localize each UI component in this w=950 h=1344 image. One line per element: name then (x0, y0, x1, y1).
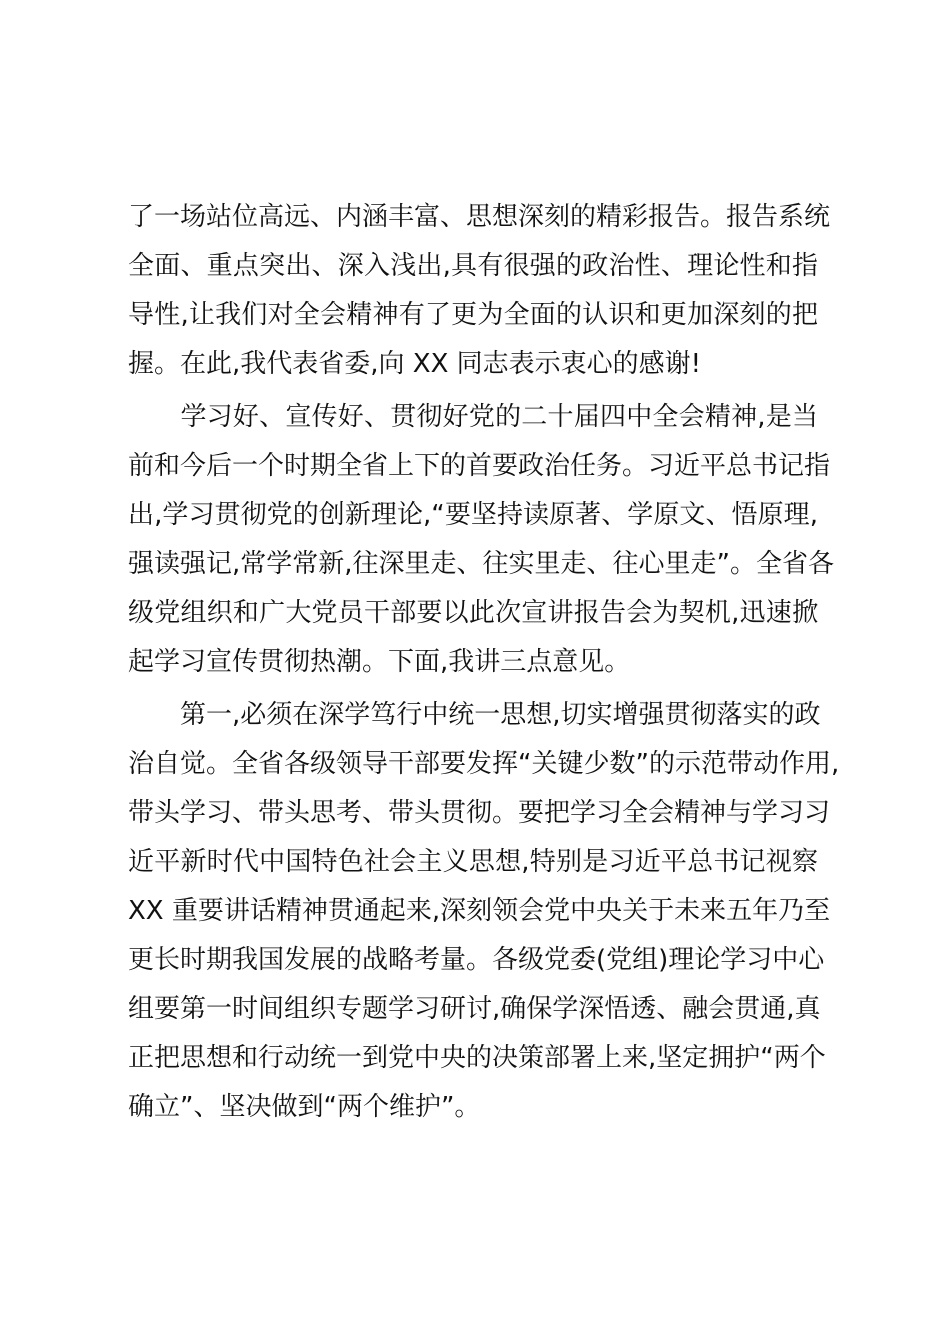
text-line: 了一场站位高远、内涵丰富、思想深刻的精彩报告。报告系统 (128, 202, 831, 232)
text-line: 第一,必须在深学笃行中统一思想,切实增强贯彻落实的政 (128, 700, 821, 730)
text-line: XX 重要讲话精神贯通起来,深刻领会党中央关于未来五年乃至 (128, 896, 831, 926)
paragraph-3 (128, 691, 840, 1132)
text-line: 前和今后一个时期全省上下的首要政治任务。习近平总书记指 (128, 451, 831, 481)
text-line: 起学习宣传贯彻热潮。下面,我讲三点意见。 (128, 647, 631, 677)
text-line: 确立”、坚决做到“两个维护”。 (128, 1092, 481, 1122)
text-line: 级党组织和广大党员干部要以此次宣讲报告会为契机,迅速掀 (128, 598, 818, 628)
text-line: 近平新时代中国特色社会主义思想,特别是习近平总书记视察 (128, 847, 818, 877)
text-line: 全面、重点突出、深入浅出,具有很强的政治性、理论性和指 (128, 251, 818, 281)
text-line: 带头学习、带头思考、带头贯彻。要把学习全会精神与学习习 (128, 798, 831, 828)
text-line: 出,学习贯彻党的创新理论,“要坚持读原著、学原文、悟原理, (128, 500, 818, 530)
text-line: 治自觉。全省各级领导干部要发挥“关键少数”的示范带动作用, (128, 749, 840, 779)
paragraph-1 (128, 193, 831, 389)
text-line: 导性,让我们对全会精神有了更为全面的认识和更加深刻的把 (128, 300, 818, 330)
text-line: 组要第一时间组织专题学习研讨,确保学深悟透、融会贯通,真 (128, 994, 821, 1024)
text-line: 更长时期我国发展的战略考量。各级党委(党组)理论学习中心 (128, 945, 825, 975)
document-body (128, 193, 840, 1132)
text-line: 强读强记,常学常新,往深里走、往实里走、往心里走”。全省各 (128, 549, 834, 579)
text-line: 握。在此,我代表省委,向 XX 同志表示衷心的感谢! (128, 349, 702, 379)
text-line: 学习好、宣传好、贯彻好党的二十届四中全会精神,是当 (128, 402, 818, 432)
paragraph-2 (128, 393, 834, 687)
text-line: 正把思想和行动统一到党中央的决策部署上来,坚定拥护“两个 (128, 1043, 826, 1073)
